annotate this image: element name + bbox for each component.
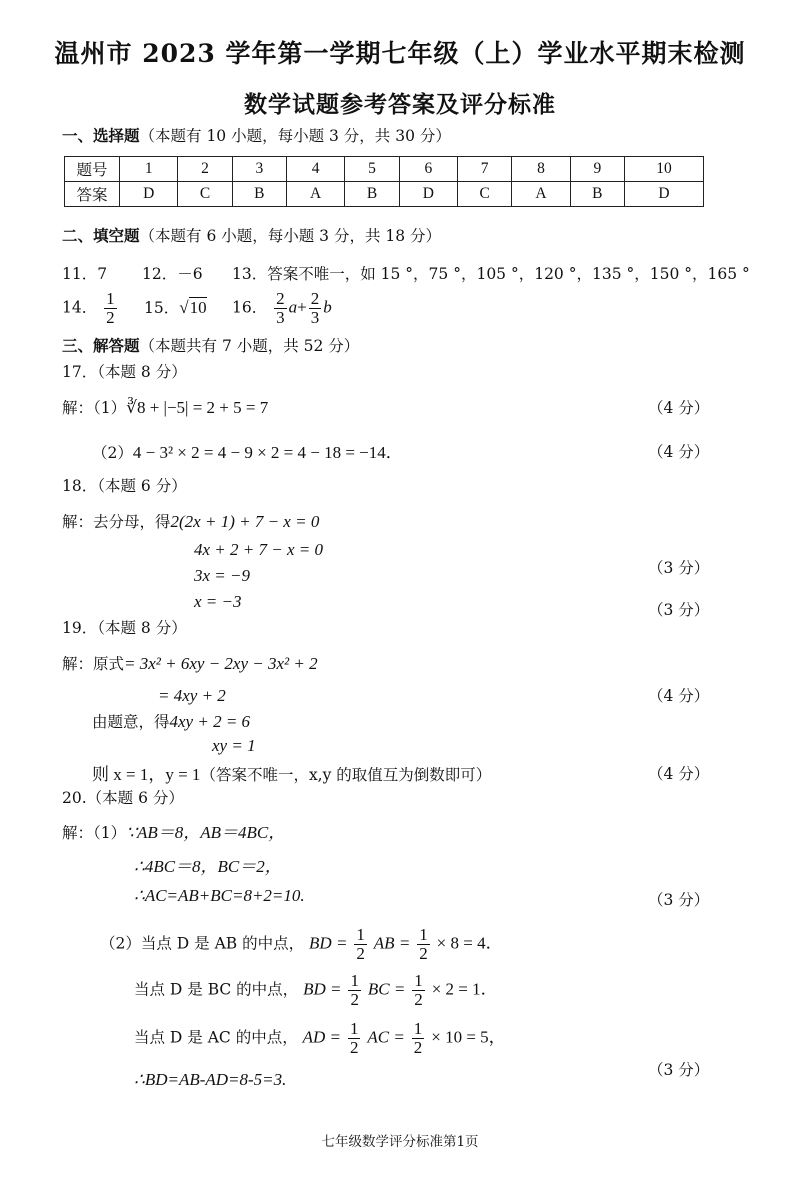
q18-line1-label: 解：去分母，得 bbox=[62, 513, 171, 531]
question-number: 3 bbox=[232, 157, 286, 182]
q18-line4-score: （3 分） bbox=[648, 601, 710, 619]
q18-line4: x = −3 bbox=[194, 592, 242, 611]
fraction-denominator: 2 bbox=[413, 1037, 423, 1057]
question-number: 7 bbox=[458, 157, 512, 182]
q19-line3-expr: 4xy + 2 = 6 bbox=[169, 712, 251, 731]
q17-part1-label: 解：（1） bbox=[62, 399, 127, 417]
answer-q14 bbox=[62, 290, 119, 327]
fraction-denominator: 2 bbox=[350, 989, 359, 1009]
q16-var-b: b bbox=[323, 297, 332, 317]
q19-line3-label: 由题意，得 bbox=[92, 713, 170, 731]
q20-line7-score: （3 分） bbox=[648, 1061, 710, 1079]
fraction-denominator: 2 bbox=[414, 989, 423, 1009]
q16-label: 16． bbox=[232, 298, 268, 317]
q19-line1-label: 解：原式 bbox=[62, 655, 125, 673]
question-number: 6 bbox=[399, 157, 457, 182]
half-fraction bbox=[354, 926, 367, 963]
fraction-numerator: 1 bbox=[419, 925, 428, 944]
q20-line5-rhs: × 2 = 1． bbox=[431, 979, 498, 999]
half-fraction bbox=[412, 1020, 425, 1057]
q20-line1-label: 解：（1） bbox=[62, 824, 127, 842]
q19-line4: xy = 1 bbox=[212, 736, 256, 755]
q20-line4-text: （2）当点 D 是 AB 的中点， bbox=[100, 934, 305, 953]
fraction-numerator: 2 bbox=[276, 289, 285, 308]
q20-line5 bbox=[134, 972, 498, 1009]
page-subtitle: 数学试题参考答案及评分标准 bbox=[244, 91, 556, 118]
q20-line4 bbox=[100, 926, 503, 963]
q20-line6-text: 当点 D 是 AC 的中点， bbox=[134, 1028, 298, 1047]
q20-line2: ∴4BC＝8，BC＝2， bbox=[134, 857, 282, 876]
q16-plus: + bbox=[297, 297, 307, 317]
q19-line5-score: （4 分） bbox=[648, 765, 710, 783]
q18-heading: 18．（本题 6 分） bbox=[62, 477, 187, 495]
fraction-numerator: 2 bbox=[310, 289, 320, 308]
fraction-denominator: 2 bbox=[349, 1037, 359, 1057]
section-2-title: 二、填空题 bbox=[62, 227, 140, 245]
answer-q11: 11．7 bbox=[62, 265, 108, 283]
q20-line3: ∴AC=AB+BC=8+2=10. bbox=[134, 886, 305, 905]
question-number: 5 bbox=[345, 157, 399, 182]
q17-part2-score: （4 分） bbox=[648, 443, 710, 461]
q20-line4-mid: AB = bbox=[373, 933, 411, 953]
q19-line2: = 4xy + 2 bbox=[158, 686, 226, 705]
q19-line1 bbox=[62, 652, 318, 674]
section-2-heading bbox=[62, 224, 441, 246]
q15-label: 15． bbox=[144, 299, 180, 317]
q20-line1 bbox=[62, 818, 285, 843]
q20-line3-score: （3 分） bbox=[648, 891, 710, 909]
fraction-denominator: 3 bbox=[310, 307, 320, 327]
q17-part2 bbox=[92, 438, 403, 463]
q20-line6 bbox=[134, 1020, 506, 1057]
answer-cell: D bbox=[120, 182, 178, 207]
section-3-heading bbox=[62, 334, 359, 356]
q20-line6-mid: AC = bbox=[367, 1027, 405, 1047]
section-3-note: （本题共有 7 小题，共 52 分） bbox=[139, 337, 360, 355]
q19-line2-score: （4 分） bbox=[648, 687, 710, 705]
q18-line1-expr: 2(2x + 1) + 7 − x = 0 bbox=[170, 512, 320, 531]
q20-line1-expr: ∵AB＝8，AB＝4BC， bbox=[126, 823, 286, 842]
half-fraction bbox=[348, 1020, 361, 1057]
answer-cell: D bbox=[624, 182, 703, 207]
fraction-denominator: 2 bbox=[106, 307, 115, 327]
q17-part2-expr: 4 − 3² × 2 = 4 − 9 × 2 = 4 − 18 = −14． bbox=[132, 443, 403, 462]
q16-fraction-b bbox=[309, 290, 322, 327]
question-number: 9 bbox=[570, 157, 624, 182]
fraction-numerator: 1 bbox=[413, 1019, 423, 1038]
q17-part1 bbox=[62, 396, 268, 418]
section-1-note: （本题有 10 小题，每小题 3 分，共 30 分） bbox=[139, 127, 451, 145]
half-fraction bbox=[348, 972, 361, 1009]
fraction-denominator: 2 bbox=[356, 943, 365, 963]
q19-line5-values: 则 x = 1，y = 1 bbox=[92, 765, 201, 784]
section-1-title: 一、选择题 bbox=[62, 127, 140, 145]
fraction-numerator: 1 bbox=[356, 925, 365, 944]
q19-heading: 19．（本题 8 分） bbox=[62, 619, 187, 637]
question-number: 2 bbox=[178, 157, 232, 182]
q20-line6-rhs: × 10 = 5， bbox=[431, 1027, 506, 1047]
page-title: 温州市 2023 学年第一学期七年级（上）学业水平期末检测 bbox=[54, 39, 746, 68]
answer-cell: B bbox=[345, 182, 399, 207]
answer-q12: 12．－6 bbox=[142, 265, 203, 283]
fraction-denominator: 2 bbox=[419, 943, 428, 963]
fraction-denominator: 3 bbox=[276, 307, 285, 327]
q18-line3: 3x = −9 bbox=[194, 566, 250, 585]
q14-fraction bbox=[104, 290, 117, 327]
fraction-numerator: 1 bbox=[106, 289, 115, 308]
q18-line3-score: （3 分） bbox=[648, 559, 710, 577]
section-1-heading bbox=[62, 124, 451, 146]
fraction-numerator: 1 bbox=[349, 1019, 359, 1038]
q20-line5-text: 当点 D 是 BC 的中点， bbox=[134, 980, 299, 999]
half-fraction bbox=[417, 926, 430, 963]
answer-cell: A bbox=[286, 182, 344, 207]
q20-line4-lhs: BD = bbox=[309, 933, 348, 953]
answer-cell: C bbox=[178, 182, 232, 207]
q20-line7: ∴BD=AB-AD=8-5=3. bbox=[134, 1070, 287, 1089]
q19-line3 bbox=[92, 710, 250, 732]
q17-part1-score: （4 分） bbox=[648, 399, 710, 417]
question-number: 4 bbox=[286, 157, 344, 182]
answer-q15: 15．√10 bbox=[144, 298, 207, 317]
q19-line5 bbox=[92, 760, 491, 785]
question-number: 1 bbox=[120, 157, 178, 182]
q20-line6-lhs: AD = bbox=[302, 1027, 342, 1047]
answer-cell: B bbox=[232, 182, 286, 207]
table-row-label: 答案 bbox=[65, 182, 120, 207]
page-footer: 七年级数学评分标准第1页 bbox=[321, 1134, 479, 1150]
q14-label: 14． bbox=[62, 298, 98, 317]
q16-fraction-a bbox=[274, 290, 287, 327]
answer-cell: B bbox=[570, 182, 624, 207]
q18-line2: 4x + 2 + 7 − x = 0 bbox=[194, 540, 323, 559]
q18-line1 bbox=[62, 510, 319, 532]
fraction-numerator: 1 bbox=[414, 971, 423, 990]
half-fraction bbox=[412, 972, 425, 1009]
q17-part1-expr: ∛8 + |−5| = 2 + 5 = 7 bbox=[126, 398, 269, 417]
fraction-numerator: 1 bbox=[350, 971, 359, 990]
q20-line5-mid: BC = bbox=[367, 979, 406, 999]
table-row bbox=[65, 157, 704, 182]
answer-cell: D bbox=[399, 182, 457, 207]
question-number: 10 bbox=[624, 157, 703, 182]
q20-line4-rhs: × 8 = 4． bbox=[436, 933, 503, 953]
answer-cell: A bbox=[512, 182, 570, 207]
table-row-label: 题号 bbox=[65, 157, 120, 182]
answer-q13: 13．答案不唯一，如 15 °，75 °，105 °，120 °，135 °，150 °，165 ° bbox=[232, 265, 750, 283]
section-2-note: （本题有 6 小题，每小题 3 分，共 18 分） bbox=[139, 227, 442, 245]
q20-heading: 20.（本题 6 分） bbox=[62, 789, 184, 807]
q20-line5-lhs: BD = bbox=[303, 979, 342, 999]
answer-cell: C bbox=[458, 182, 512, 207]
answer-table bbox=[64, 156, 704, 207]
q17-part2-label: （2） bbox=[92, 444, 133, 462]
q17-heading: 17．（本题 8 分） bbox=[62, 363, 187, 381]
table-row bbox=[65, 182, 704, 207]
question-number: 8 bbox=[512, 157, 570, 182]
q19-line1-expr: = 3x² + 6xy − 2xy − 3x² + 2 bbox=[124, 654, 318, 673]
q16-var-a: a bbox=[288, 297, 298, 317]
answer-q16 bbox=[232, 290, 332, 327]
q19-line5-note: （答案不唯一，x,y 的取值互为倒数即可） bbox=[200, 766, 492, 784]
q15-radicand: 10 bbox=[189, 298, 207, 317]
section-3-title: 三、解答题 bbox=[62, 337, 140, 355]
